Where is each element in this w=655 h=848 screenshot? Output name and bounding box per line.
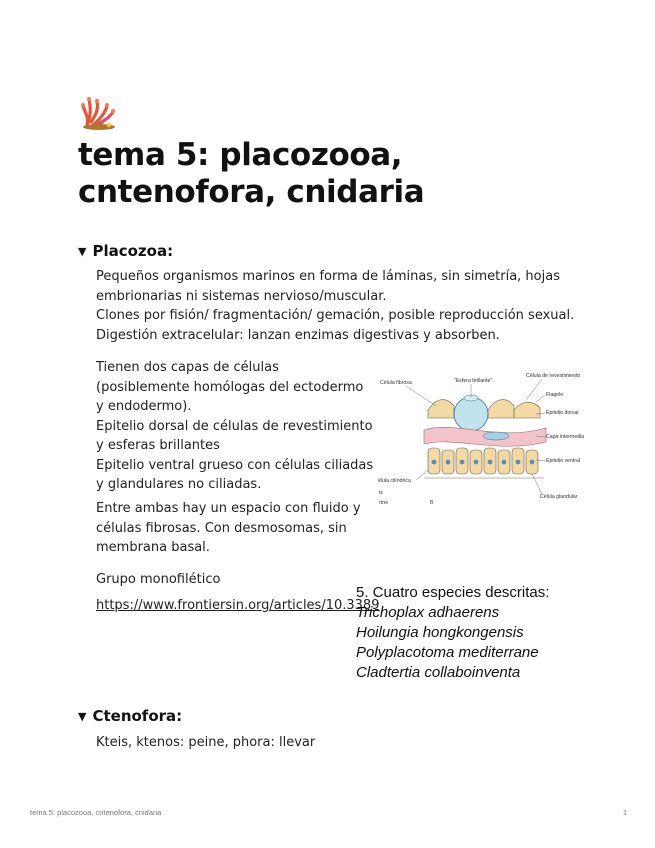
layers-line: (posiblemente homólogas del ectodermo [96, 379, 364, 395]
group-text [96, 570, 220, 590]
label-epitelio-dorsal: Epitelio dorsal [546, 410, 579, 416]
layers-line: Epitelio ventral grueso con células ciliadas [96, 457, 374, 473]
triangle-down-icon: ▼ [78, 709, 87, 723]
ctenofora-text [96, 733, 315, 753]
label-esfera-brillante: "Esfera brillante" [454, 378, 493, 384]
label-celula-revestimiento: Célula de revestimiento [526, 373, 581, 379]
label-fragment-rtno: rtno [379, 500, 388, 506]
species-name: Polyplacotoma mediterrane [356, 644, 539, 661]
label-capa-intermedia: Capa intermedia [546, 434, 585, 440]
layers-line: y esferas brillantes [96, 438, 220, 453]
species-name: Trichoplax adhaerens [356, 604, 500, 621]
toggle-placozoa-label: Placozoa: [92, 242, 174, 260]
toggle-ctenofora-label: Ctenofora: [92, 707, 183, 725]
layers-line: y endodermo). [96, 399, 192, 414]
label-celula-glandular: Célula glandular [540, 494, 578, 500]
label-fragment-is: is [379, 490, 383, 496]
frontiersin-link[interactable]: https://www.frontiersin.org/articles/10.3389 [96, 598, 380, 613]
ctenofora-line: Kteis, ktenos: peine, phora: llevar [96, 735, 316, 750]
coral-icon [79, 92, 119, 132]
group-text-line: Grupo monofilético [96, 572, 221, 587]
species-heading: 5. Cuatro especies descritas: [356, 584, 550, 601]
footer-page-number: 1 [622, 808, 627, 817]
label-fragment-b: B [430, 500, 434, 506]
page-title: tema 5: placozooa, cntenofora, cnidaria [78, 137, 425, 210]
label-celula-cilindrica: élula cilíndrica [378, 478, 411, 484]
layers-line: Epitelio dorsal de células de revestimiento [96, 418, 373, 434]
species-name: Cladtertia collaboinventa [356, 664, 521, 681]
space-line: Entre ambas hay un espacio con fluido y [96, 501, 361, 516]
placozoa-intro [96, 267, 574, 345]
label-celula-fibrosa: Célula fibrosa [380, 380, 412, 386]
trichoplax-diagram [376, 370, 585, 510]
intro-line: Clones por fisión/ fragmentación/ gemación, posible reproducción sexual. [96, 308, 575, 323]
label-flagelo: Flagelo [546, 392, 564, 398]
intro-line: Digestión extracelular: lanzan enzimas digestivas y absorben. [96, 327, 500, 343]
triangle-down-icon: ▼ [78, 244, 87, 258]
placozoa-space [96, 499, 361, 558]
species-list [356, 583, 556, 683]
intro-line: embrionarias ni sistemas nervioso/muscular. [96, 288, 387, 304]
layers-line: Tienen dos capas de células [96, 360, 279, 375]
space-line: membrana basal. [96, 540, 210, 555]
shiny-sphere [454, 397, 488, 431]
species-name: Hoilungia hongkongensis [356, 624, 524, 641]
label-epitelio-ventral: Epitelio ventral [546, 458, 581, 464]
toggle-ctenofora[interactable] [78, 707, 182, 725]
toggle-placozoa[interactable] [78, 242, 173, 260]
layers-line: y glandulares no ciliadas. [96, 477, 262, 492]
placozoa-layers [96, 358, 373, 495]
intro-line: Pequeños organismos marinos en forma de láminas, sin simetría, hojas [96, 269, 560, 284]
footer-doc-name: tema 5: placozooa, cntenofora, cnidaria [30, 808, 162, 817]
space-line: células fibrosas. Con desmosomas, sin [96, 520, 347, 536]
